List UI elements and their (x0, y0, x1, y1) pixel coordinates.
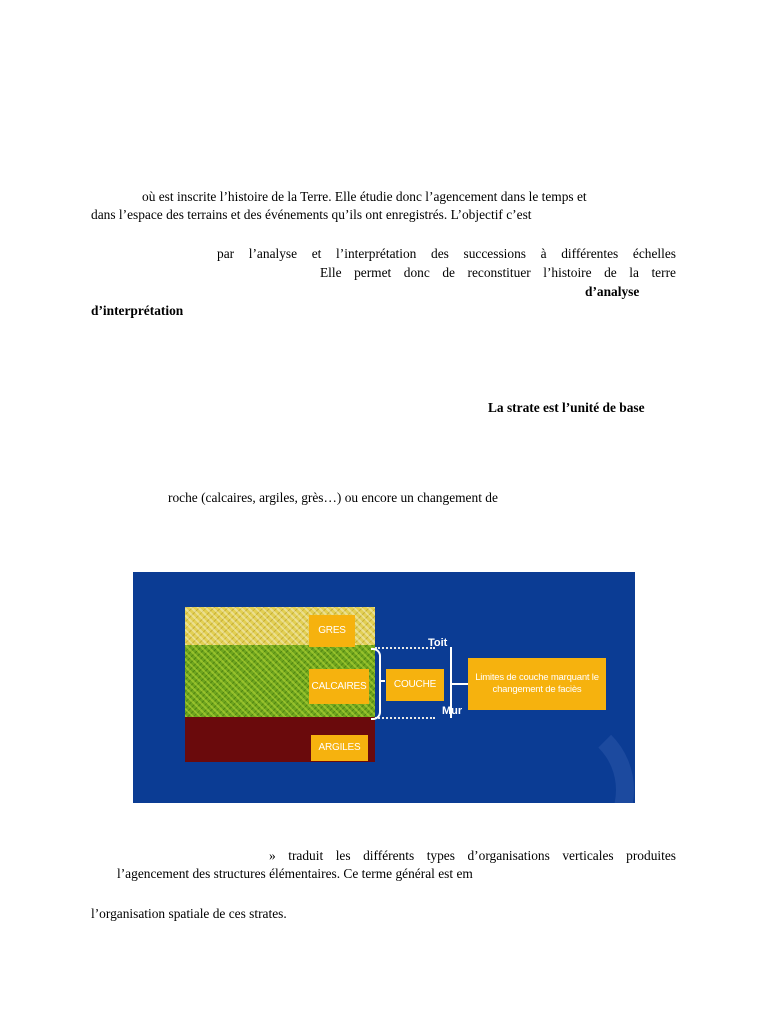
mur-dotted-line (375, 717, 435, 719)
calcaires-label: CALCAIRES (309, 669, 369, 704)
paragraph3-line2: l’agencement des structures élémentaires. Ce terme général est em (117, 866, 473, 881)
paragraph2-line1: par l’analyse et l’interprétation des successions à différentes échelles (217, 246, 676, 261)
paragraph1-line1: où est inscrite l’histoire de la Terre. Elle étudie donc l’agencement dans le temps et (142, 189, 587, 204)
toit-dotted-line (375, 647, 435, 649)
gres-label: GRES (309, 615, 355, 647)
paragraph2-line2: Elle permet donc de reconstituer l’histoire de la terre (320, 265, 676, 280)
limits-connector (452, 683, 468, 685)
mur-label: Mur (442, 705, 463, 717)
paragraph2-line4: d’interprétation (91, 303, 184, 318)
background-swirl (478, 712, 634, 803)
paragraph2-line3: d’analyse (585, 284, 640, 299)
toit-label: Toit (428, 637, 448, 649)
strate-heading: La strate est l’unité de base (488, 400, 645, 415)
paragraph3-line3: l’organisation spatiale de ces strates. (91, 906, 287, 921)
strata-diagram (133, 572, 635, 803)
argiles-label: ARGILES (311, 735, 368, 761)
paragraph1-line2: dans l’espace des terrains et des événements qu’ils ont enregistrés. L’objectif c’est (91, 207, 532, 222)
couche-brace (371, 648, 381, 720)
brace-tip (379, 680, 385, 682)
paragraph3-line1: » traduit les différents types d’organisations verticales produites (269, 848, 676, 863)
roche-line: roche (calcaires, argiles, grès…) ou encore un changement de (168, 490, 498, 505)
couche-label: COUCHE (386, 669, 444, 701)
limites-label: Limites de couche marquant le changement de faciès (468, 658, 606, 710)
